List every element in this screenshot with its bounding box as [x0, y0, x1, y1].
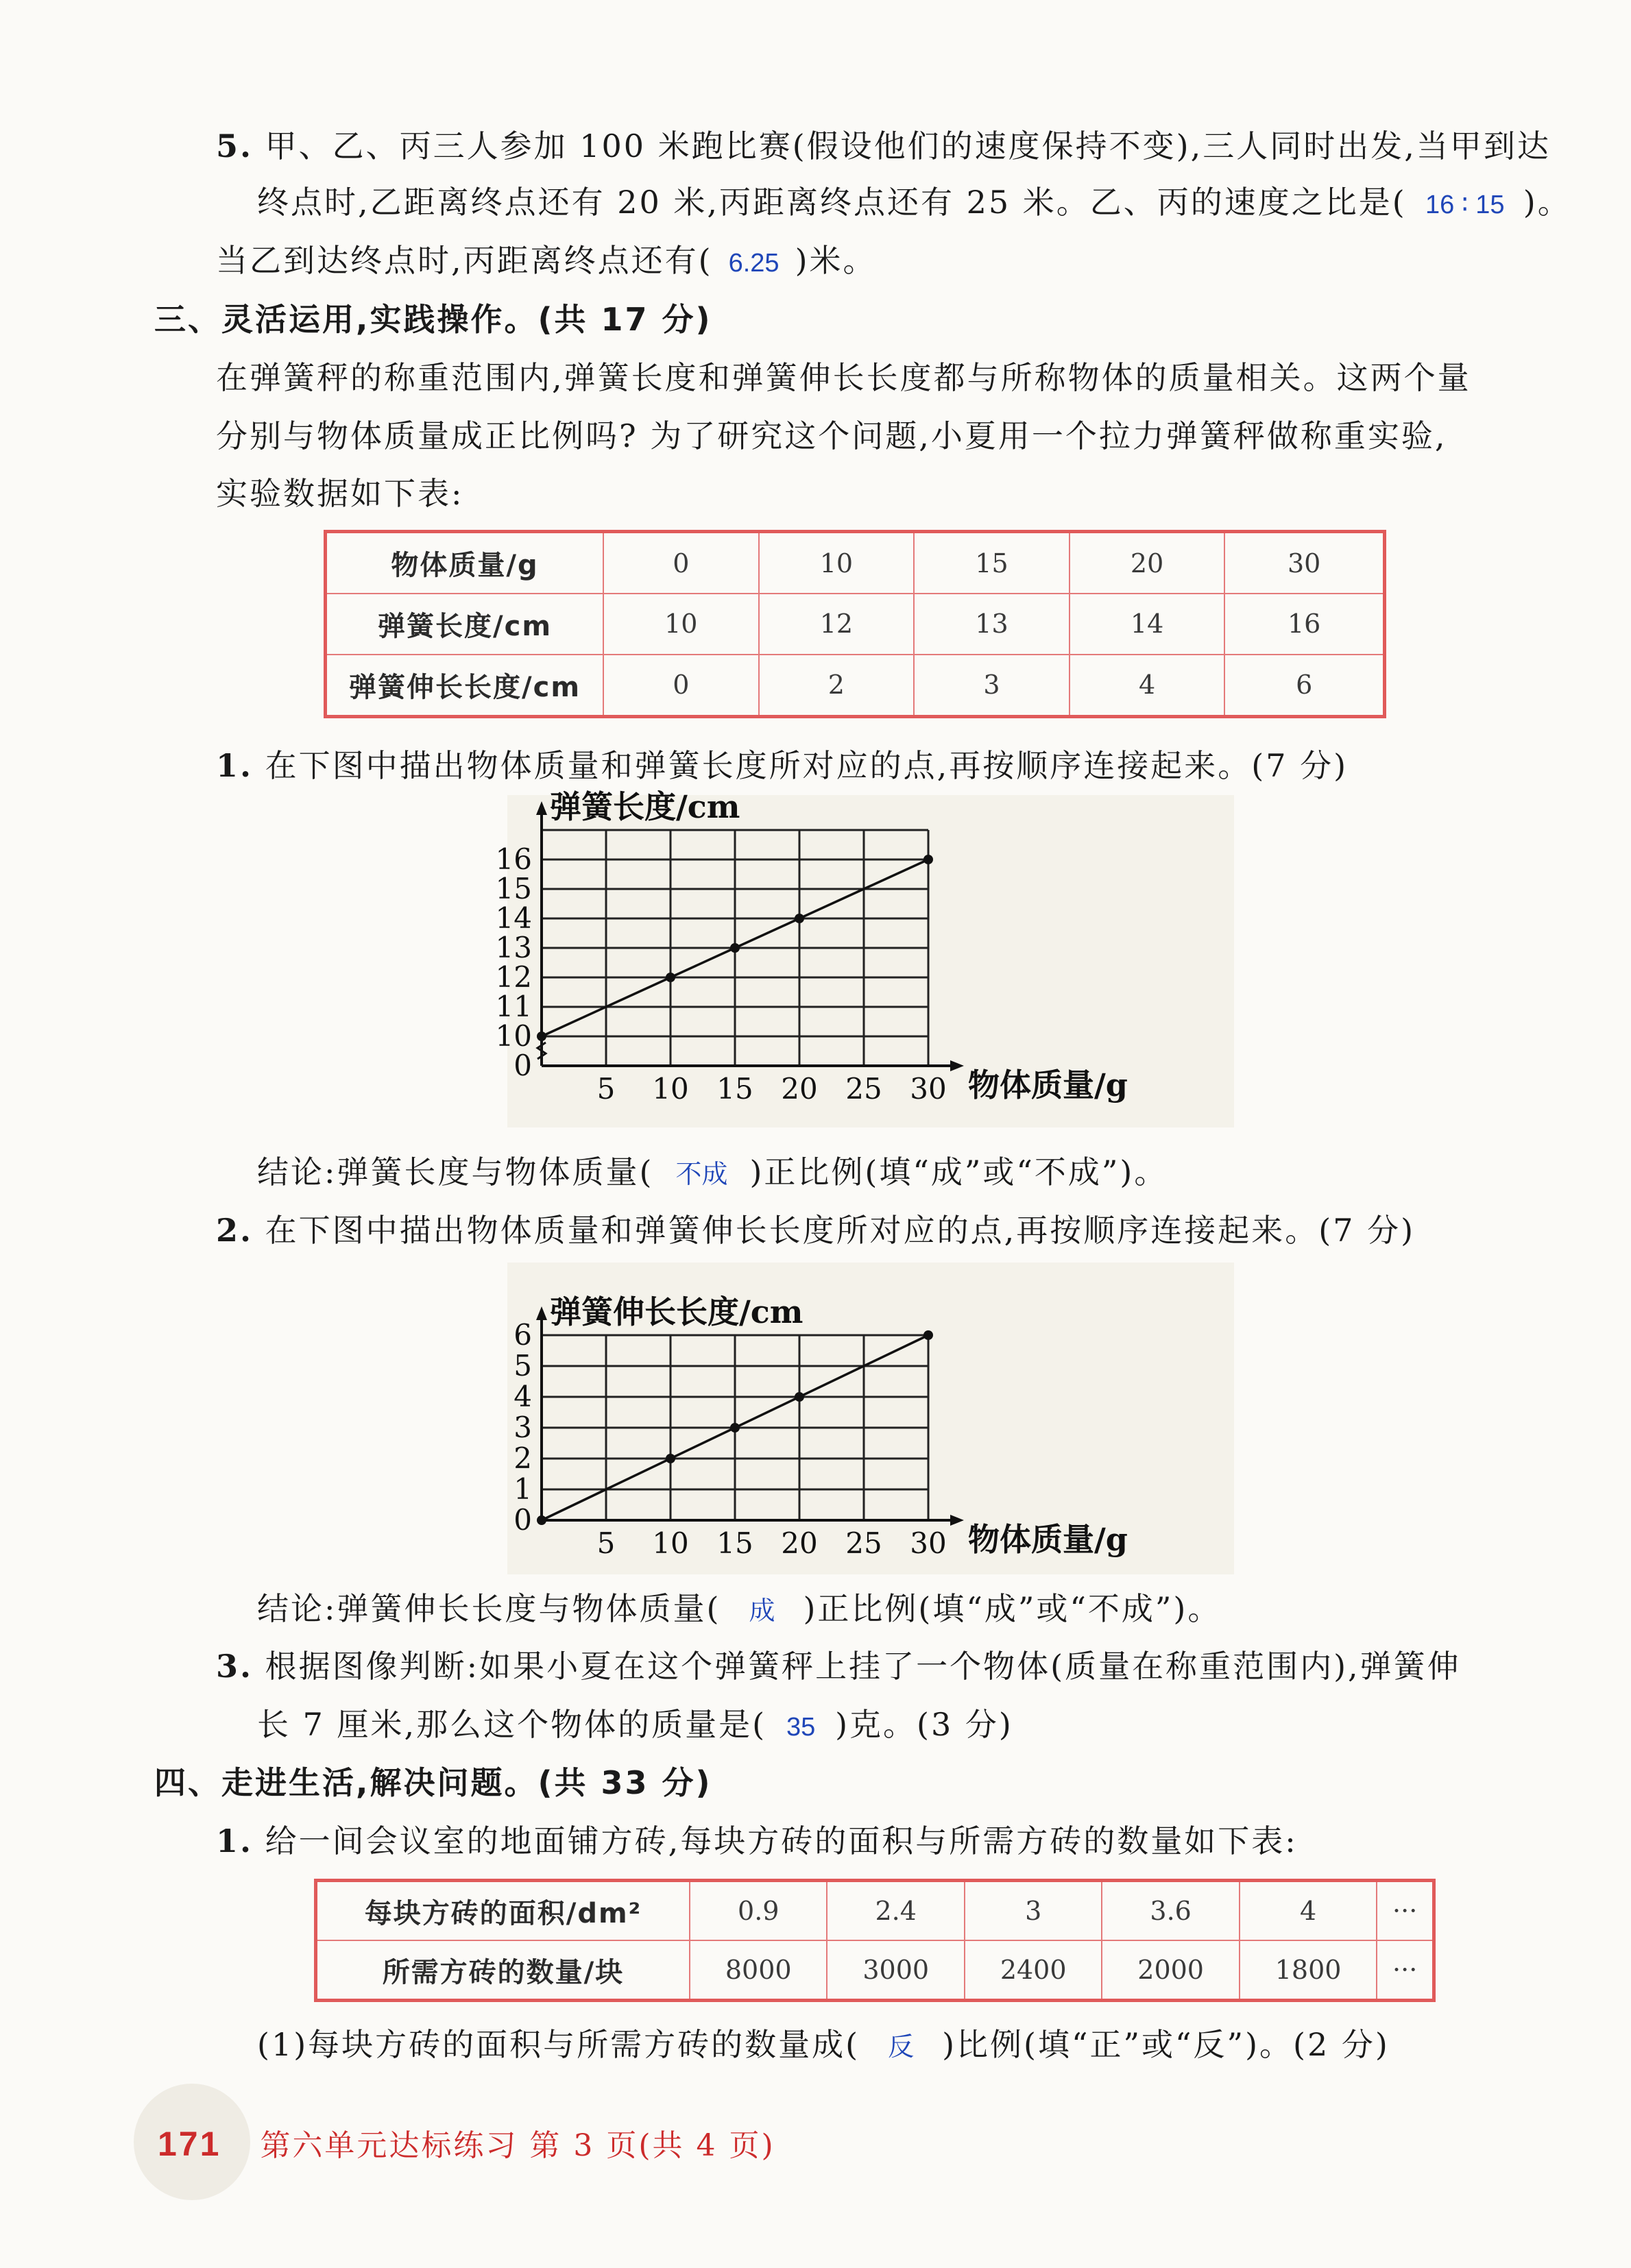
x-tick-label: 5 [596, 1526, 616, 1560]
table-cell: 4 [1070, 655, 1225, 717]
table-cell: 10 [759, 532, 915, 594]
table-cell: 1800 [1240, 1940, 1377, 2001]
y-tick-label: 14 [495, 901, 532, 935]
q5-line3 [216, 242, 877, 279]
table-cell: 2.4 [827, 1881, 964, 1941]
y-tick-label: 15 [495, 872, 532, 905]
data-point [666, 1454, 675, 1463]
y-tick-label: 13 [495, 931, 532, 964]
table-cell: ··· [1377, 1940, 1434, 2001]
s3-q2-number: 2. [216, 1212, 254, 1249]
row-label: 所需方砖的数量/块 [316, 1940, 690, 2001]
s3-q1-text: 在下图中描出物体质量和弹簧长度所对应的点,再按顺序连接起来。(7 分) [265, 747, 1349, 784]
spring-extension-chart [507, 1263, 1234, 1574]
y-tick-label: 1 [514, 1472, 532, 1506]
table-row [326, 655, 1385, 717]
x-tick-label: 25 [845, 1526, 882, 1560]
experiment-table [324, 530, 1386, 718]
table-cell: 2 [759, 655, 915, 717]
x-axis-label: 物体质量/g [968, 1066, 1128, 1103]
q5-text-2: 终点时,乙距离终点还有 20 米,丙距离终点还有 25 米。乙、丙的速度之比是( [257, 184, 1407, 221]
table-row [326, 532, 1385, 594]
table-cell: 20 [1070, 532, 1225, 594]
q5-number: 5. [216, 127, 254, 164]
data-point [730, 943, 740, 953]
x-tick-label: 10 [652, 1072, 689, 1106]
s4-q1-sub1-end: )比例(填“正”或“反”)。(2 分) [942, 2026, 1390, 2063]
s3-q2-conclusion-end: )正比例(填“成”或“不成”)。 [803, 1590, 1222, 1627]
x-axis-arrow [950, 1515, 964, 1526]
y-tick-label: 4 [514, 1380, 532, 1413]
x-tick-label: 10 [652, 1526, 689, 1560]
s3-q2-answer: 成 [749, 1597, 775, 1626]
data-point [537, 1515, 546, 1525]
y-axis-arrow [536, 801, 547, 815]
row-label: 弹簧伸长长度/cm [326, 655, 604, 717]
section3-intro-1: 在弹簧秤的称重范围内,弹簧长度和弹簧伸长长度都与所称物体的质量相关。这两个量 [216, 359, 1471, 396]
table-row [316, 1881, 1434, 1941]
x-tick-label: 5 [596, 1072, 616, 1106]
footer-text: 第六单元达标练习 第 3 页(共 4 页) [260, 2128, 775, 2163]
table-cell: 8000 [690, 1940, 827, 2001]
x-tick-label: 30 [910, 1072, 947, 1106]
data-point [730, 1423, 740, 1432]
data-point [537, 1032, 546, 1041]
q5-text-3: 当乙到达终点时,丙距离终点还有( [216, 242, 713, 279]
s3-q3-text-1: 根据图像判断:如果小夏在这个弹簧秤上挂了一个物体(质量在称重范围内),弹簧伸 [265, 1648, 1461, 1685]
s3-q3-text-2-end: )克。(3 分) [835, 1706, 1013, 1743]
data-point [795, 1392, 804, 1402]
x-tick-label: 20 [781, 1072, 818, 1106]
table-cell: 12 [759, 594, 915, 655]
s4-q1-sub1 [257, 2026, 1390, 2063]
section3-intro-3: 实验数据如下表: [216, 475, 464, 512]
spring-length-chart [495, 788, 1234, 1127]
x-tick-label: 20 [781, 1526, 818, 1560]
s4-q1-number: 1. [216, 1822, 254, 1859]
y-tick-label: 16 [495, 842, 532, 876]
table-cell: 0 [603, 532, 759, 594]
table-cell: 6 [1224, 655, 1384, 717]
s4-q1-text: 给一间会议室的地面铺方砖,每块方砖的面积与所需方砖的数量如下表: [265, 1822, 1298, 1859]
y-tick-label: 10 [495, 1019, 532, 1053]
y-tick-label: 11 [495, 990, 532, 1023]
s3-q2-conclusion-text: 结论:弹簧伸长长度与物体质量( [257, 1590, 721, 1627]
table-cell: ··· [1377, 1881, 1434, 1941]
tile-table [314, 1879, 1436, 2002]
row-label: 弹簧长度/cm [326, 594, 604, 655]
x-axis-label: 物体质量/g [968, 1521, 1128, 1558]
y-axis-label: 弹簧伸长长度/cm [550, 1293, 804, 1330]
row-label: 每块方砖的面积/dm² [316, 1881, 690, 1941]
row-label: 物体质量/g [326, 532, 604, 594]
table-cell: 2000 [1102, 1940, 1239, 2001]
table-cell: 16 [1224, 594, 1384, 655]
table-cell: 10 [603, 594, 759, 655]
table-cell: 15 [914, 532, 1070, 594]
table-row [316, 1940, 1434, 2001]
s3-q3-text-2: 长 7 厘米,那么这个物体的质量是( [257, 1706, 767, 1743]
y-tick-label: 6 [514, 1318, 532, 1352]
page-number: 171 [158, 2125, 221, 2163]
s3-q2-conclusion [257, 1590, 1222, 1627]
table-cell: 13 [914, 594, 1070, 655]
data-point [666, 973, 675, 982]
s4-q1-line [216, 1822, 1298, 1859]
s3-q1-conclusion [257, 1154, 1168, 1191]
y-axis-label: 弹簧长度/cm [550, 788, 740, 825]
data-point [923, 1330, 933, 1340]
y-tick-label: 12 [495, 960, 532, 994]
q5-line1 [216, 127, 1551, 164]
q5-answer-ratio: 16 ∶ 15 [1425, 191, 1505, 219]
table-cell: 4 [1240, 1881, 1377, 1941]
s4-q1-sub1-answer: 反 [888, 2033, 915, 2062]
s3-q2-line [216, 1212, 1416, 1249]
table-cell: 3.6 [1102, 1881, 1239, 1941]
s3-q2-text: 在下图中描出物体质量和弹簧伸长长度所对应的点,再按顺序连接起来。(7 分) [265, 1212, 1416, 1249]
section3-intro-2: 分别与物体质量成正比例吗? 为了研究这个问题,小夏用一个拉力弹簧秤做称重实验, [216, 417, 1447, 454]
s3-q1-number: 1. [216, 747, 254, 784]
data-point [795, 914, 804, 923]
table-cell: 0 [603, 655, 759, 717]
data-point [923, 855, 933, 864]
y-tick-label: 3 [514, 1411, 532, 1444]
section4-title: 四、走进生活,解决问题。(共 33 分) [154, 1764, 712, 1801]
q5-line2 [257, 184, 1571, 221]
s3-q3-line2 [257, 1706, 1013, 1743]
s3-q3-number: 3. [216, 1648, 254, 1685]
y-axis-arrow [536, 1306, 547, 1320]
q5-text-1: 甲、乙、丙三人参加 100 米跑比赛(假设他们的速度保持不变),三人同时出发,当甲到达 [265, 127, 1551, 164]
y-tick-label: 2 [514, 1441, 532, 1475]
s3-q3-line1 [216, 1648, 1461, 1685]
q5-text-2-end: )。 [1523, 184, 1571, 221]
s4-q1-sub1-text: (1)每块方砖的面积与所需方砖的数量成( [257, 2026, 860, 2063]
s3-q1-answer: 不成 [675, 1160, 728, 1189]
y-tick-label: 5 [514, 1349, 532, 1382]
table-cell: 3000 [827, 1940, 964, 2001]
s3-q1-conclusion-text: 结论:弹簧长度与物体质量( [257, 1154, 654, 1191]
x-tick-label: 30 [910, 1526, 947, 1560]
table-cell: 3 [914, 655, 1070, 717]
s3-q1-line [216, 747, 1349, 784]
section3-title: 三、灵活运用,实践操作。(共 17 分) [154, 301, 712, 338]
table-cell: 3 [965, 1881, 1102, 1941]
y-tick-label: 0 [514, 1503, 532, 1537]
table-cell: 14 [1070, 594, 1225, 655]
table-cell: 30 [1224, 532, 1384, 594]
table-cell: 0.9 [690, 1881, 827, 1941]
q5-text-3-end: )米。 [795, 242, 877, 279]
s3-q1-conclusion-end: )正比例(填“成”或“不成”)。 [749, 1154, 1168, 1191]
x-axis-arrow [950, 1060, 964, 1071]
q5-answer-distance: 6.25 [728, 249, 780, 278]
s3-q3-answer: 35 [786, 1713, 816, 1742]
table-row [326, 594, 1385, 655]
x-tick-label: 25 [845, 1072, 882, 1106]
x-tick-label: 15 [716, 1072, 753, 1106]
axis-break-mark [537, 1042, 546, 1059]
footer [158, 2121, 775, 2165]
table-cell: 2400 [965, 1940, 1102, 2001]
y-tick-label: 0 [514, 1049, 532, 1082]
x-tick-label: 15 [716, 1526, 753, 1560]
